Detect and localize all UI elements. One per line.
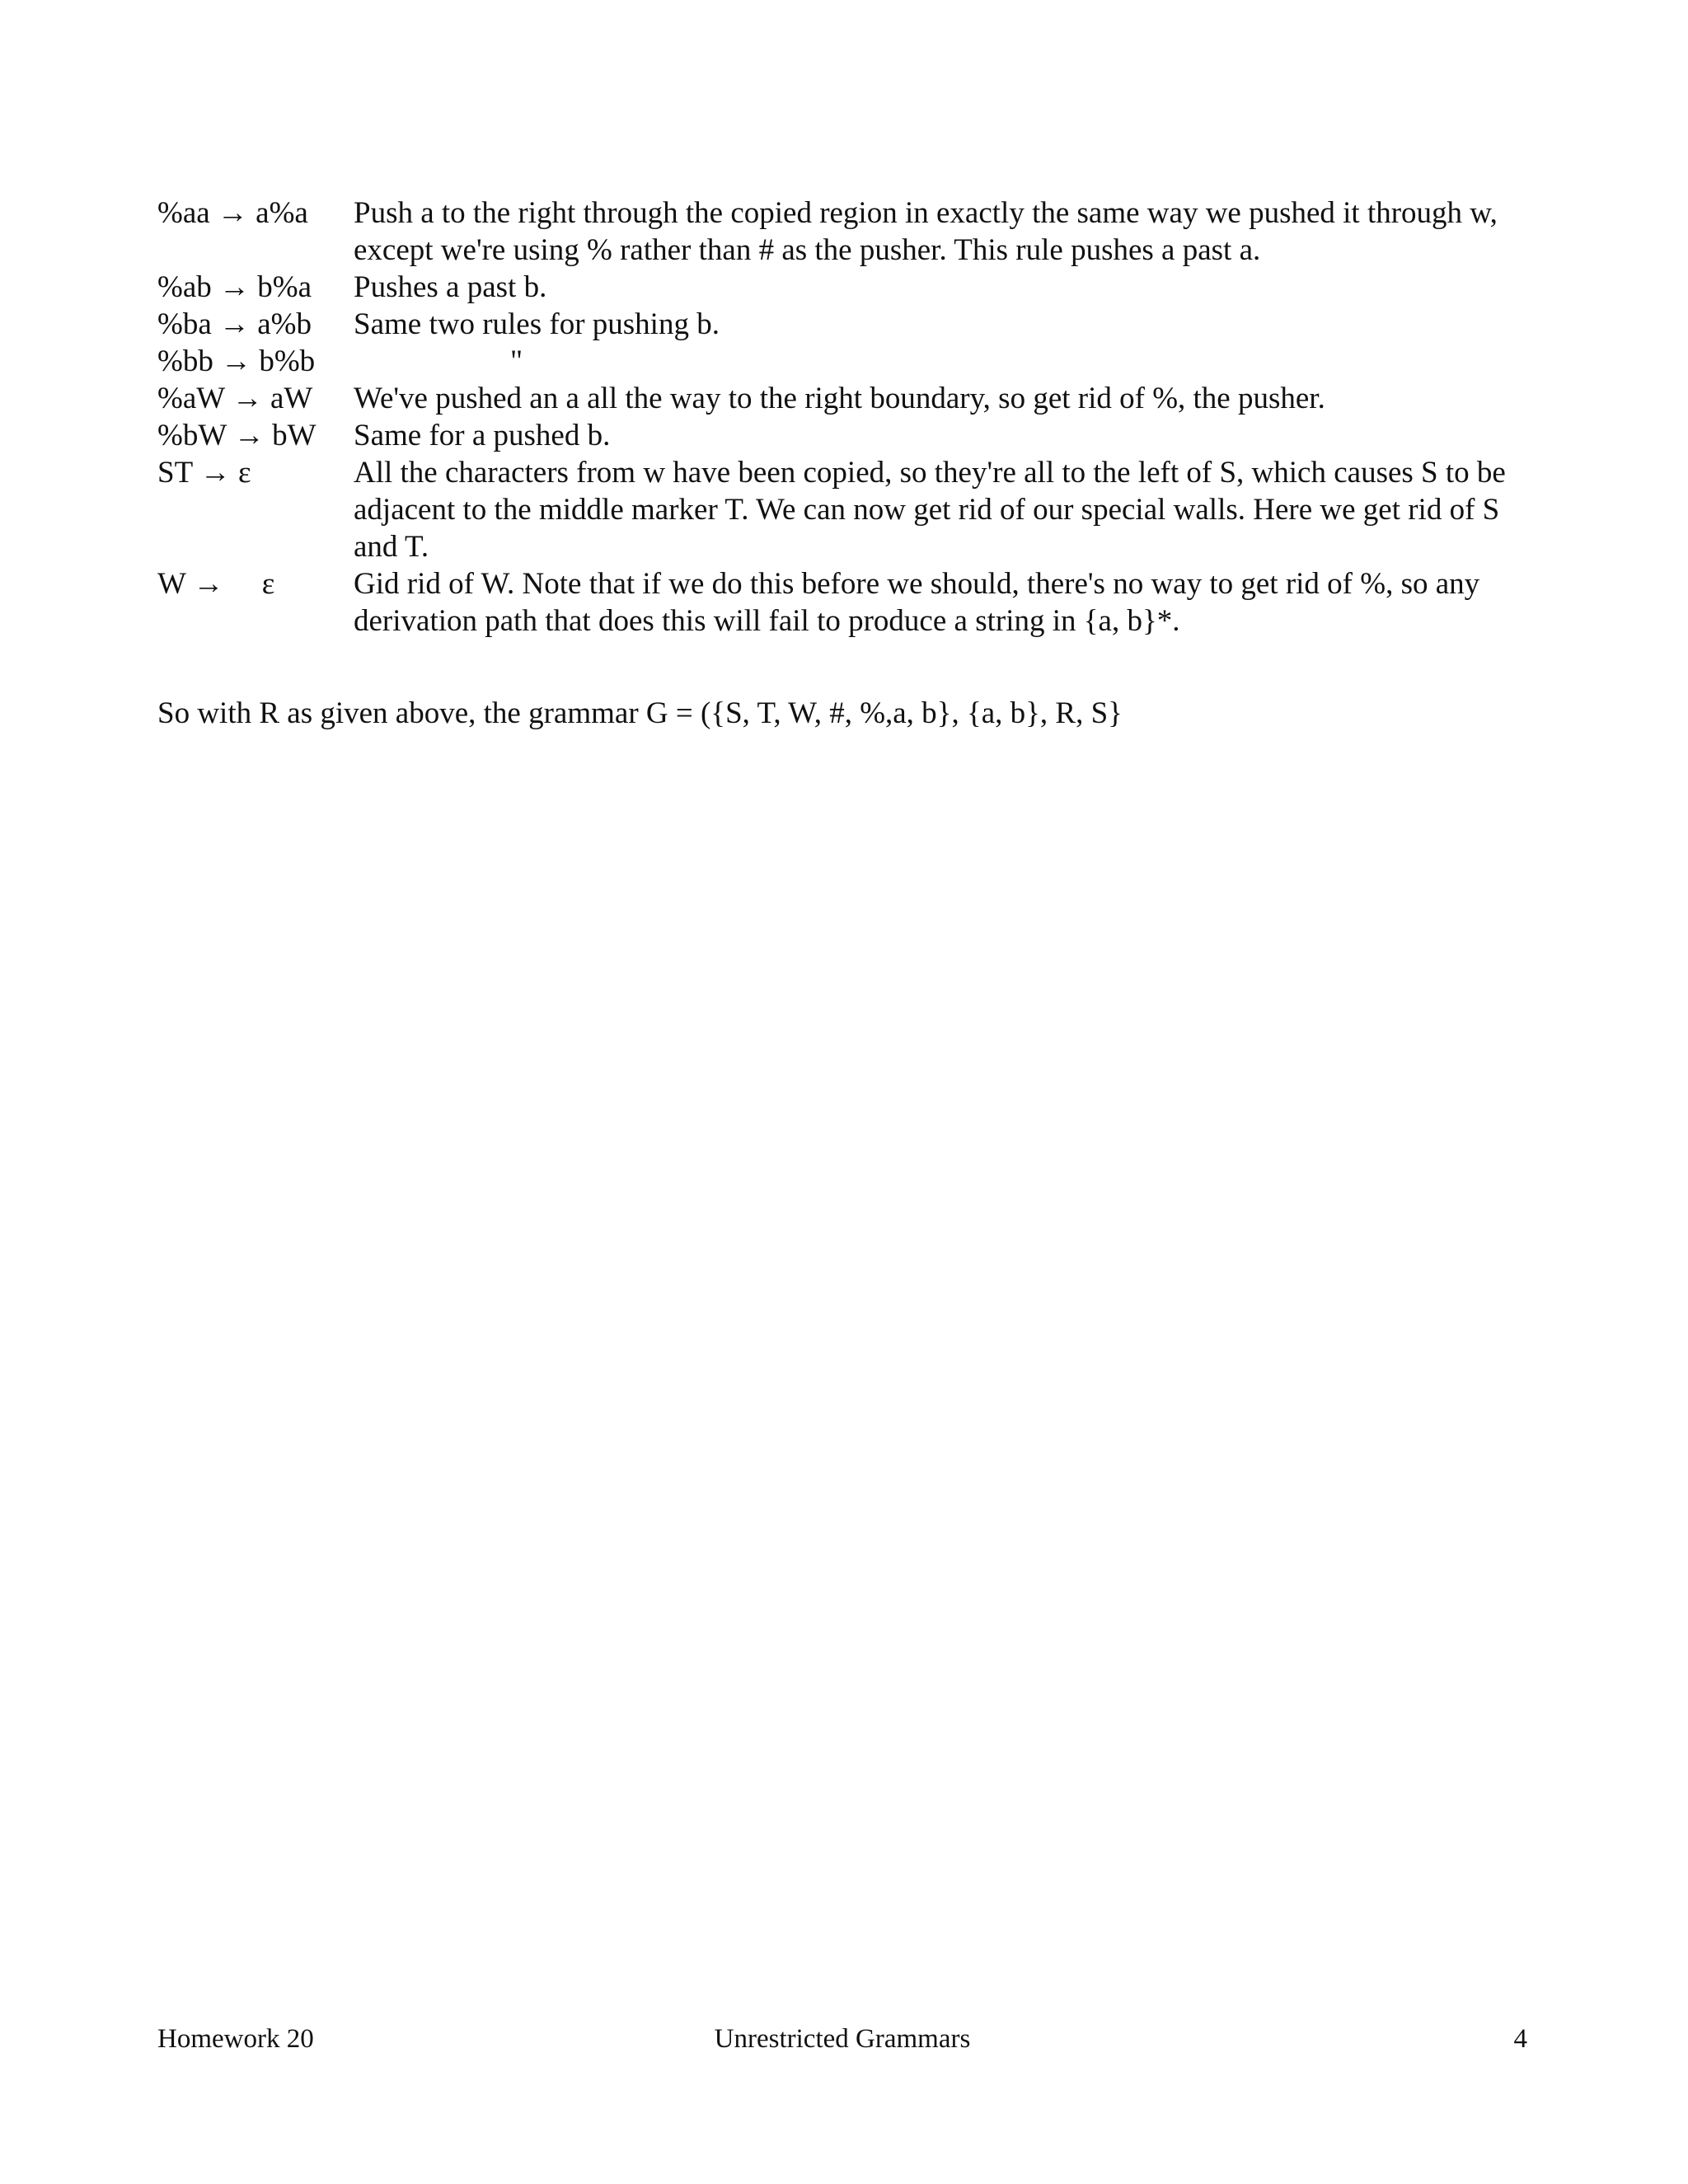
rule-description: All the characters from w have been copied, so they're all to the left of S, which causes S to be adjacent to the middle marker T. We can now get rid of our special walls. Here we get rid of S and T. — [354, 456, 1506, 564]
rule-description: Push a to the right through the copied region in exactly the same way we pushed it through w, except we're using % rather than # as the pusher. This rule pushes a past a. — [354, 196, 1498, 267]
rule-description: Pushes a past b. — [354, 270, 547, 304]
rule-production: %aa → a%a — [157, 196, 308, 230]
rule-production: %bW → bW — [157, 419, 316, 452]
rule-production: %ab → b%a — [157, 270, 312, 304]
rule-production: %bb → b%b — [157, 344, 316, 378]
rule-row — [157, 417, 1526, 454]
rule-row — [157, 343, 1526, 380]
rule-row — [157, 380, 1526, 417]
page-footer — [157, 2021, 1527, 2058]
rule-row — [157, 269, 1526, 306]
footer-topic-label: Unrestricted Grammars — [714, 2024, 971, 2054]
page-number: 4 — [1513, 2024, 1527, 2054]
rule-description: Gid rid of W. Note that if we do this before we should, there's no way to get rid of %, so any derivation path that does this will fail to produce a string in {a, b}*. — [354, 567, 1480, 638]
rule-production: %aW → aW — [157, 382, 313, 415]
rule-production: W → ε — [157, 567, 275, 601]
rule-description: Same for a pushed b. — [354, 419, 611, 452]
rule-row — [157, 454, 1526, 565]
rule-row — [157, 565, 1526, 640]
rule-production: ST → ε — [157, 456, 251, 490]
rule-row — [157, 194, 1526, 269]
grammar-summary: So with R as given above, the grammar G = ({S, T, W, #, %,a, b}, {a, b}, R, S} — [157, 696, 1123, 730]
footer-course-label: Homework 20 — [157, 2024, 314, 2054]
rule-description: We've pushed an a all the way to the right boundary, so get rid of %, the pusher. — [354, 382, 1325, 415]
rule-description: Same two rules for pushing b. — [354, 307, 720, 341]
rule-description-ditto: " — [510, 344, 523, 378]
rules-table — [157, 194, 1526, 640]
rule-production: %ba → a%b — [157, 307, 312, 341]
rule-row — [157, 306, 1526, 343]
